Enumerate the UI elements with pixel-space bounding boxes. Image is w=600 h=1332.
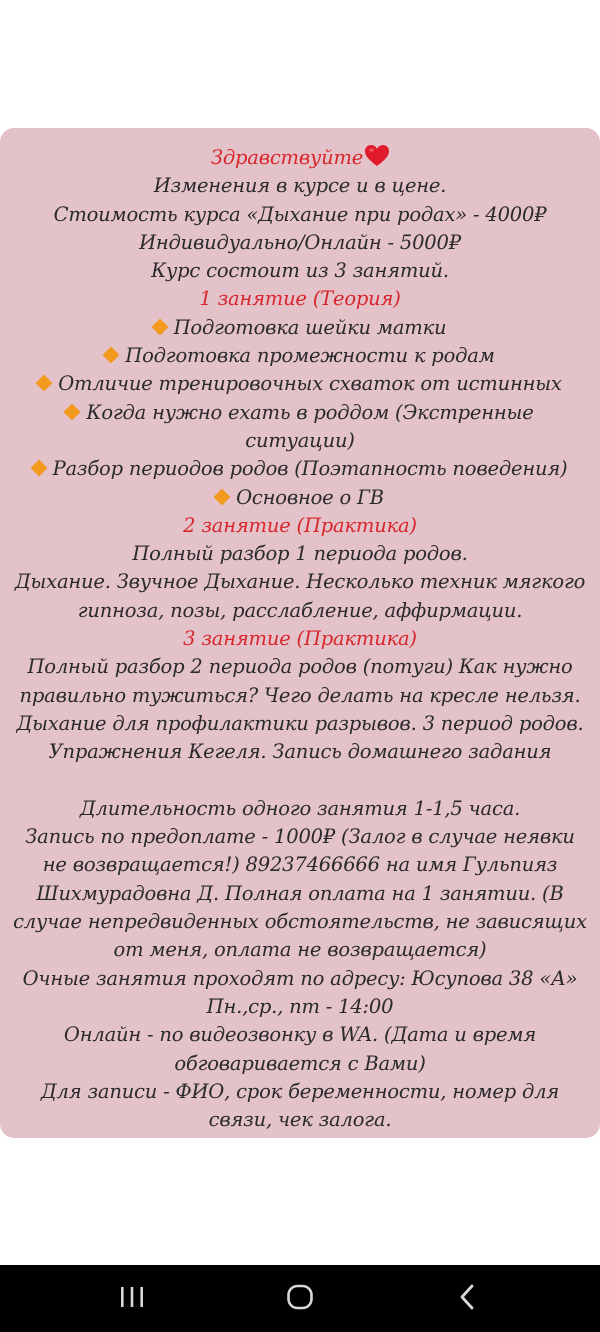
info-line: обговаривается с Вами): [174, 1051, 426, 1075]
back-button[interactable]: [423, 1265, 513, 1332]
individual-price-line: Индивидуально/Онлайн - 5000₽: [139, 230, 461, 254]
greeting-text: Здравствуйте: [210, 146, 364, 169]
lesson2-line: гипноза, позы, расслабление, аффирмации.: [77, 598, 523, 622]
lesson3-line: Упражнения Кегеля. Запись домашнего задания: [48, 740, 552, 764]
structure-line: Курс состоит из 3 занятий.: [151, 259, 449, 283]
lesson1-item: [0, 399, 600, 427]
red-heart-icon: [365, 145, 389, 175]
lesson1-item-continuation: ситуации): [245, 428, 355, 452]
lesson1-item-text: Отличие тренировочных схваток от истинных: [58, 372, 562, 396]
info-line: Длительность одного занятия 1-1,5 часа.: [79, 796, 521, 820]
orange-diamond-icon: [151, 318, 168, 335]
home-icon: [286, 1283, 314, 1315]
lesson1-item: [0, 455, 600, 483]
info-line: Для записи - ФИО, срок беременности, номер для: [40, 1079, 560, 1103]
lesson1-item-text: Когда нужно ехать в роддом (Экстренные: [86, 400, 534, 424]
greeting-line: [0, 144, 600, 172]
spacer: [0, 767, 600, 795]
recent-apps-button[interactable]: [87, 1265, 177, 1332]
info-line: случае непредвиденных обстоятельств, не зависящих: [13, 910, 587, 934]
orange-diamond-icon: [36, 375, 53, 392]
changes-line: Изменения в курсе и в цене.: [153, 174, 447, 198]
lesson1-item-text: Разбор периодов родов (Поэтапность поведения): [52, 457, 568, 481]
info-line: Очные занятия проходят по адресу: Юсупова 38 «А»: [22, 966, 578, 990]
lesson1-item: [0, 314, 600, 342]
info-line: Запись по предоплате - 1000₽ (Залог в случае неявки: [25, 825, 575, 849]
info-line: связи, чек залога.: [208, 1108, 392, 1132]
info-line: Шихмурадовна Д. Полная оплата на 1 занятии. (В: [36, 881, 564, 905]
lesson1-item-text: Подготовка промежности к родам: [125, 344, 495, 368]
system-navigation-bar: [0, 1265, 600, 1332]
orange-diamond-icon: [214, 488, 231, 505]
lesson1-item-text: Подготовка шейки матки: [173, 315, 447, 339]
lesson1-item: [0, 484, 600, 512]
lesson2-line: Дыхание. Звучное Дыхание. Несколько техник мягкого: [14, 570, 586, 594]
orange-diamond-icon: [103, 347, 120, 364]
back-icon: [457, 1283, 479, 1315]
lesson1-item-text: Основное о ГВ: [236, 485, 384, 509]
lesson1-title: 1 занятие (Теория): [199, 287, 401, 311]
lesson3-line: Полный разбор 2 периода родов (потуги) Как нужно: [27, 655, 573, 679]
lesson2-title: 2 занятие (Практика): [183, 513, 417, 537]
lesson3-line: Дыхание для профилактики разрывов. 3 период родов.: [16, 711, 584, 735]
info-line: не возвращается!) 89237466666 на имя Гульпияз: [42, 853, 558, 877]
orange-diamond-icon: [64, 403, 81, 420]
post-card: [0, 128, 600, 1138]
home-button[interactable]: [255, 1265, 345, 1332]
lesson3-title: 3 занятие (Практика): [183, 627, 417, 651]
lesson3-line: правильно тужиться? Чего делать на кресле нельзя.: [19, 683, 581, 707]
info-line: от меня, оплата не возвращается): [113, 938, 487, 962]
lesson1-item: [0, 370, 600, 398]
orange-diamond-icon: [30, 460, 47, 477]
recent-apps-icon: [119, 1285, 145, 1313]
lesson1-item: [0, 342, 600, 370]
info-line: Пн.,ср., пт - 14:00: [206, 994, 394, 1018]
info-line: Онлайн - по видеозвонку в WA. (Дата и время: [63, 1023, 537, 1047]
price-line: Стоимость курса «Дыхание при родах» - 4000₽: [53, 202, 547, 226]
lesson2-line: Полный разбор 1 периода родов.: [132, 542, 468, 566]
